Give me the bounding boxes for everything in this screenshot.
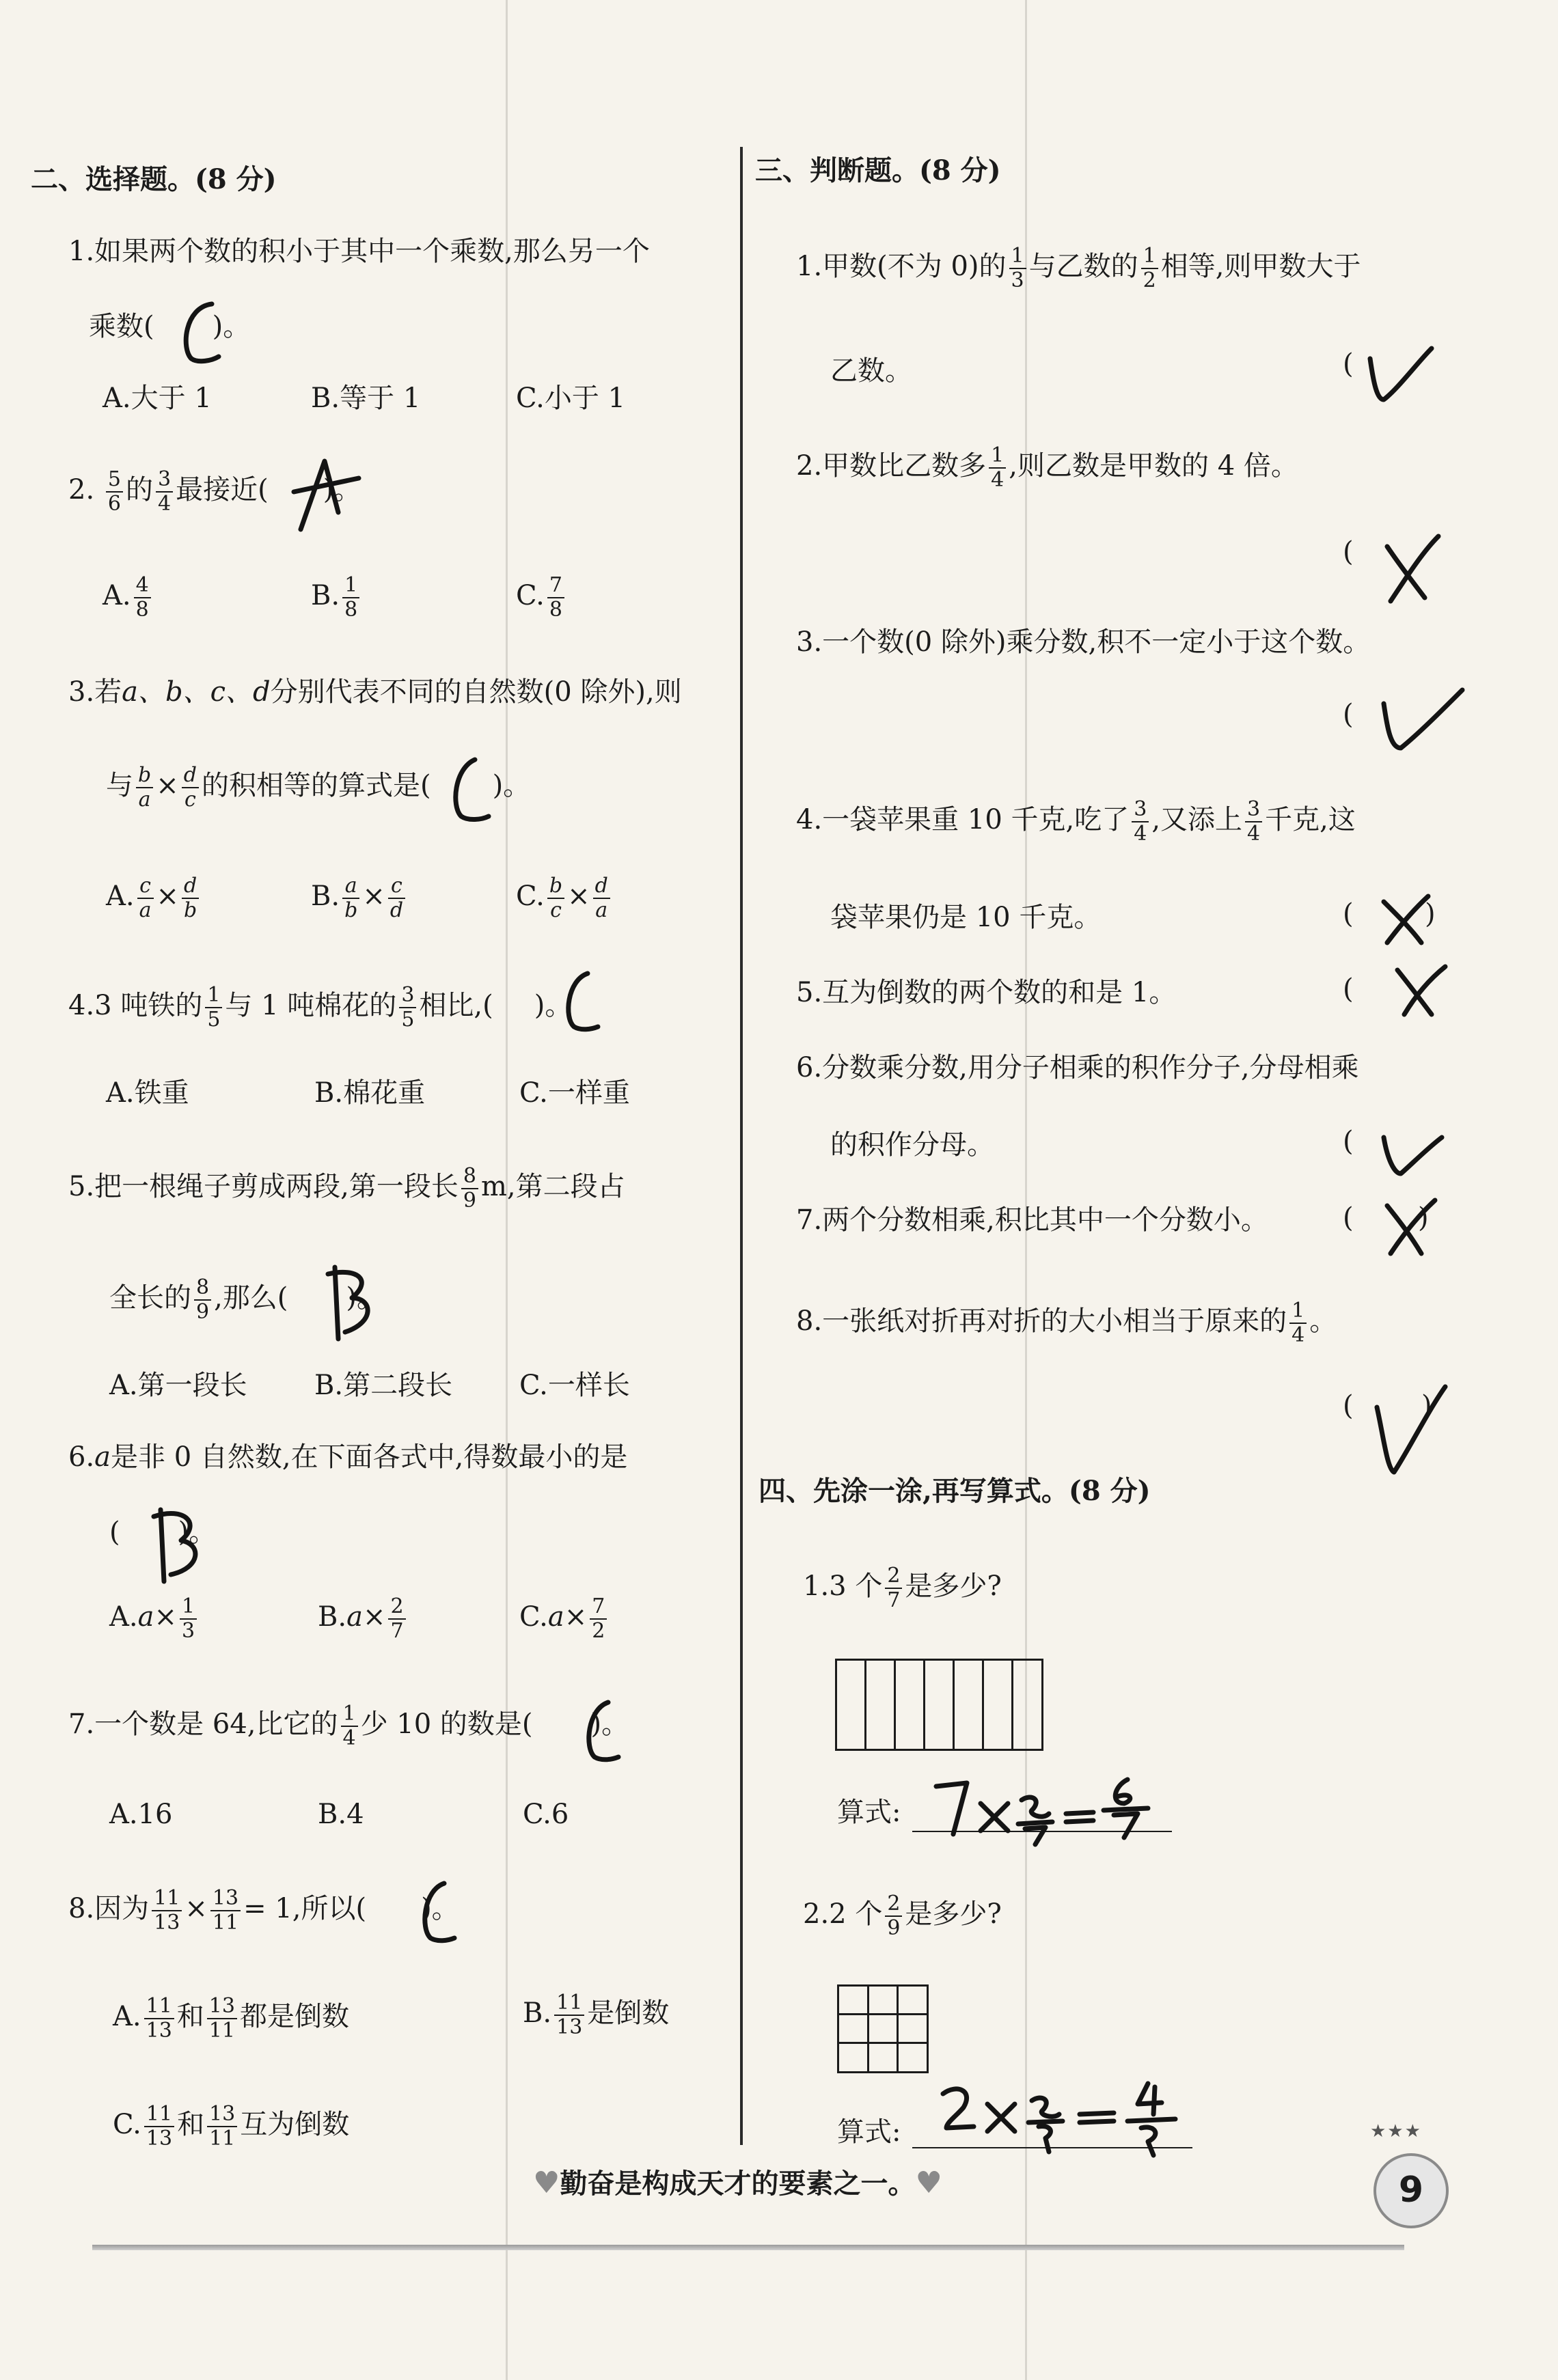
q5-line2: 全长的 $\frac{8}{9}$ ,那么( )。 [109, 1275, 385, 1324]
q4-option-b: B.棉花重 [314, 1077, 426, 1109]
j6-line2: 的积作分母。 [830, 1129, 994, 1161]
q8-option-a: A. $\frac{11}{13}$ 和 $\frac{13}{11}$ 都是倒数 [113, 1994, 349, 2043]
ninths-grid-diagram[interactable] [837, 1984, 929, 2073]
handwritten-check-mark [1374, 1120, 1456, 1182]
q8-option-b: B. $\frac{11}{13}$ 是倒数 [523, 1991, 670, 2039]
q2-fraction-2: $\frac{3}{4}$ [156, 468, 173, 516]
difficulty-stars: ★★★ [1370, 2121, 1422, 2142]
q2-post: 最接近( [176, 474, 269, 506]
p1-formula-label: 算式: [837, 1797, 901, 1828]
page-number-badge: 9 [1374, 2153, 1449, 2228]
q6-option-b: B.a× $\frac{2}{7}$ [318, 1595, 409, 1643]
p1-stem: 1.3 个 $\frac{2}{7}$ 是多少? [803, 1564, 1002, 1612]
q3-option-a: A. $\frac{c}{a}$ × $\frac{d}{b}$ [106, 874, 202, 922]
handwritten-answer-b [321, 1257, 383, 1346]
handwritten-cross-mark [1374, 526, 1449, 608]
handwritten-cross-mark [1374, 888, 1442, 950]
q7-option-b: B.4 [318, 1799, 364, 1830]
q8-stem: 8.因为 $\frac{11}{13}$ × $\frac{13}{11}$ = 1,所以( )。 [68, 1886, 459, 1935]
q4-stem: 4.3 吨铁的 $\frac{1}{5}$ 与 1 吨棉花的 $\frac{3}{5}$ 相比,( )。 [68, 983, 573, 1032]
j4-answer-paren-close: ) [1425, 898, 1436, 930]
q1-option-b: B.等于 1 [311, 383, 421, 414]
j7-text: 7.两个分数相乘,积比其中一个分数小。 [796, 1204, 1268, 1236]
q4-option-a: A.铁重 [106, 1077, 189, 1109]
handwritten-check-mark [1374, 683, 1469, 758]
q7-option-c: C.6 [523, 1799, 569, 1830]
j1-line2: 乙数。 [830, 355, 912, 387]
j4-line2: 袋苹果仍是 10 千克。 [830, 902, 1102, 933]
j8-line1: 8.一张纸对折再对折的大小相当于原来的 $\frac{1}{4}$ 。 [796, 1299, 1337, 1347]
j3-text: 3.一个数(0 除外)乘分数,积不一定小于这个数。 [796, 626, 1371, 658]
q2-close: )。 [323, 474, 361, 506]
handwritten-check-mark [1360, 335, 1442, 410]
section-title-choice: 二、选择题。(8 分) [31, 163, 277, 195]
handwritten-check-mark [1367, 1376, 1456, 1479]
j5-text: 5.互为倒数的两个数的和是 1。 [796, 977, 1177, 1008]
p2-formula-label: 算式: [837, 2116, 901, 2148]
heart-icon: ♥ [915, 2165, 942, 2200]
handwritten-answer-b [144, 1499, 212, 1588]
q2-option-a: A. $\frac{4}{8}$ [102, 574, 154, 622]
handwritten-formula-1 [929, 1773, 1175, 1848]
q5-option-c: C.一样长 [519, 1370, 630, 1401]
j4-answer-paren: ( [1343, 898, 1354, 930]
q1-option-a: A.大于 1 [102, 383, 212, 414]
j1-line1: 1.甲数(不为 0)的 $\frac{1}{3}$ 与乙数的 $\frac{1}{2}$ 相等,则甲数大于 [796, 244, 1361, 292]
q2-num: 2. [68, 474, 95, 506]
j8-answer-paren-close: ) [1421, 1390, 1432, 1422]
j2-answer-paren: ( [1343, 536, 1354, 568]
j6-line1: 6.分数乘分数,用分子相乘的积作分子,分母相乘 [796, 1052, 1359, 1083]
q7-option-a: A.16 [109, 1799, 173, 1830]
q4-option-c: C.一样重 [519, 1077, 630, 1109]
handwritten-cross-mark [1387, 960, 1456, 1021]
footer-divider [92, 2245, 1404, 2250]
q1-line2-pre: 乘数( [89, 311, 154, 342]
j7-answer-paren: ( [1343, 1202, 1354, 1234]
sevenths-bar-diagram[interactable] [835, 1659, 1043, 1751]
q6-option-a: A.a× $\frac{1}{3}$ [109, 1595, 200, 1643]
handwritten-cross-mark [1374, 1192, 1449, 1260]
handwritten-answer-c [410, 1875, 465, 1950]
q5-option-a: A.第一段长 [109, 1370, 247, 1401]
q2-option-b: B. $\frac{1}{8}$ [311, 574, 362, 622]
column-divider [740, 147, 743, 2145]
q2-mid: 的 [125, 474, 153, 506]
handwritten-answer-c [574, 1694, 629, 1769]
section-title-judge: 三、判断题。(8 分) [755, 154, 1001, 186]
j8-answer-paren: ( [1343, 1390, 1354, 1422]
footer-motto: ♥勤奋是构成天才的要素之一。♥ [533, 2165, 942, 2200]
q1-line1: 1.如果两个数的积小于其中一个乘数,那么另一个 [68, 236, 650, 267]
heart-icon: ♥ [533, 2165, 560, 2200]
handwritten-answer-c [444, 751, 499, 827]
q5-line1: 5.把一根绳子剪成两段,第一段长 $\frac{8}{9}$ m,第二段占 [68, 1164, 625, 1213]
q2-fraction-1: $\frac{5}{6}$ [106, 468, 123, 516]
q6-line1: 6.a是非 0 自然数,在下面各式中,得数最小的是 [68, 1441, 628, 1473]
q3-line1: 3.若a、b、c、d分别代表不同的自然数(0 除外),则 [68, 676, 682, 708]
q3-option-c: C. $\frac{b}{c}$ × $\frac{d}{a}$ [516, 874, 613, 922]
q1-option-c: C.小于 1 [516, 383, 626, 414]
j7-answer-paren-close: ) [1418, 1202, 1429, 1234]
j6-answer-paren: ( [1343, 1126, 1354, 1157]
j2-line1: 2.甲数比乙数多 $\frac{1}{4}$ ,则乙数是甲数的 4 倍。 [796, 443, 1298, 492]
q3-option-b: B. $\frac{a}{b}$ × $\frac{c}{d}$ [311, 874, 408, 922]
q8-option-c: C. $\frac{11}{13}$ 和 $\frac{13}{11}$ 互为倒数 [113, 2102, 350, 2150]
q6-option-c: C.a× $\frac{7}{2}$ [519, 1595, 610, 1643]
handwritten-answer-a [287, 451, 369, 540]
p2-stem: 2.2 个 $\frac{2}{9}$ 是多少? [803, 1892, 1002, 1940]
handwritten-formula-2 [936, 2073, 1196, 2162]
q3-line2: 与 $\frac{b}{a}$ × $\frac{d}{c}$ 的积相等的算式是( )。 [106, 763, 531, 812]
j1-answer-paren: ( [1343, 348, 1354, 380]
q6-line2: ( )。 [109, 1517, 217, 1548]
j3-answer-paren: ( [1343, 699, 1354, 730]
q5-option-b: B.第二段长 [314, 1370, 453, 1401]
q1-line2-post: )。 [212, 311, 251, 342]
q7-stem: 7.一个数是 64,比它的 $\frac{1}{4}$ 少 10 的数是( )。 [68, 1702, 629, 1750]
section-title-shade: 四、先涂一涂,再写算式。(8 分) [758, 1475, 1151, 1507]
paper-fold-line [1025, 0, 1027, 2380]
j5-answer-paren: ( [1343, 973, 1354, 1005]
j4-line1: 4.一袋苹果重 10 千克,吃了 $\frac{3}{4}$ ,又添上 $\frac{3}{4}$ 千克,这 [796, 797, 1356, 846]
q2-option-c: C. $\frac{7}{8}$ [516, 574, 567, 622]
handwritten-answer-c [554, 967, 608, 1035]
handwritten-answer-c [171, 294, 232, 369]
